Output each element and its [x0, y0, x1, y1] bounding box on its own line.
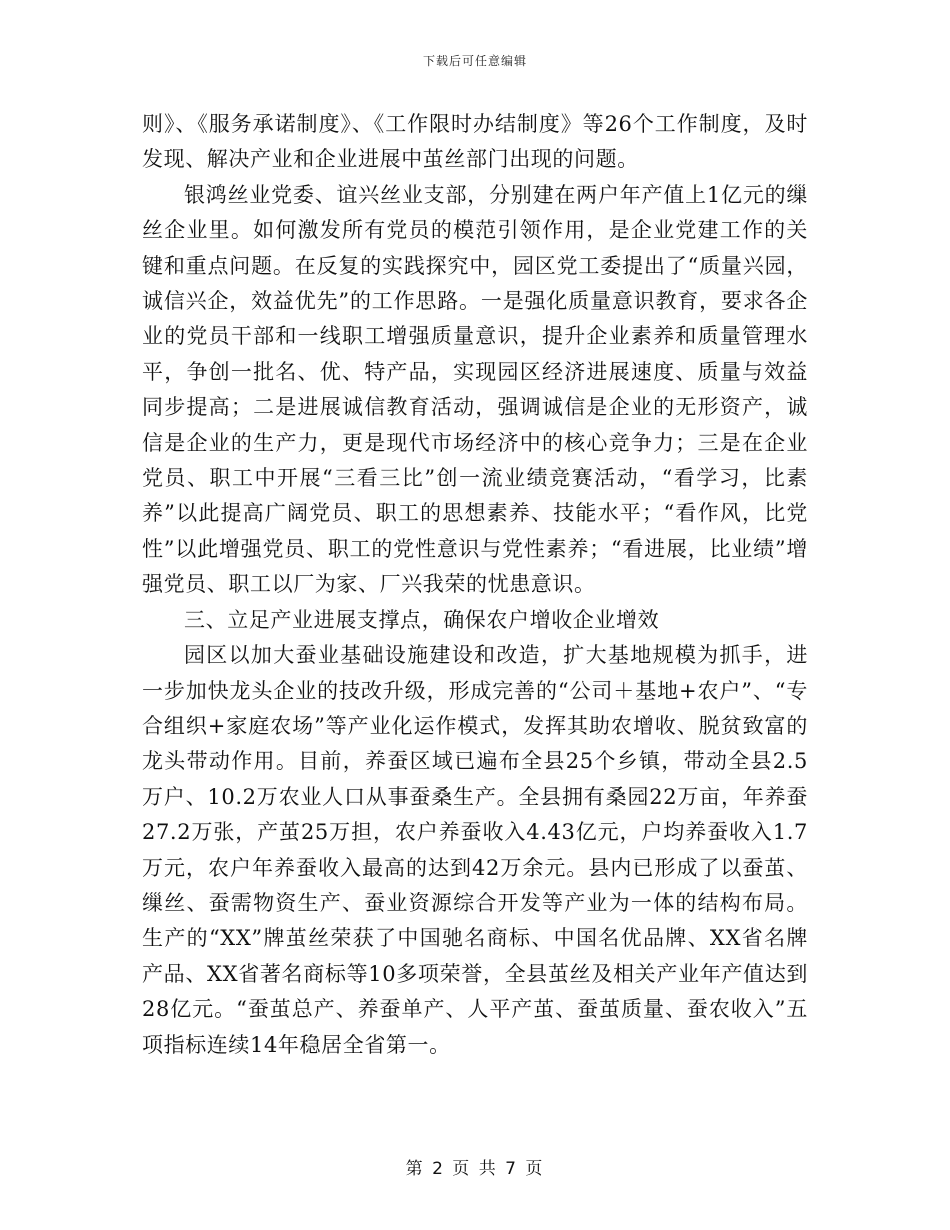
document-body: [142, 107, 808, 1063]
paragraph-continuation: 则》、《服务承诺制度》、《工作限时办结制度》等26个工作制度，及时发现、解决产业和企业进展中茧丝部门出现的问题。: [142, 112, 808, 172]
paragraph-industry-development: 园区以加大蚕业基础设施建设和改造，扩大基地规模为抓手，进一步加快龙头企业的技改升级，形成完善的“公司＋基地+农户”、“专合组织+家庭农场”等产业化运作模式，发挥其助农增收、脱贫致富的龙头带动作用。目前，养蚕区域已遍布全县25个乡镇，带动全县2.5万户、10.2万农业人口从事蚕桑生产。全县拥有桑园22万亩，年养蚕27.2万张，产茧25万担，农户养蚕收入4.43亿元，户均养蚕收入1.7万元，农户年养蚕收入最高的达到42万余元。县内已形成了以蚕茧、缫丝、蚕需物资生产、蚕业资源综合开发等产业为一体的结构布局。生产的“XX”牌茧丝荣获了中国驰名商标、中国名优品牌、XX省名牌产品、XX省著名商标等10多项荣誉，全县茧丝及相关产业年产值达到28亿元。“蚕茧总产、养蚕单产、人平产茧、蚕茧质量、蚕农收入”五项指标连续14年稳居全省第一。: [142, 643, 808, 1057]
section-heading: 三、立足产业进展支撑点，确保农户增收企业增效: [184, 607, 660, 632]
page-header: 下载后可任意编辑: [422, 54, 527, 68]
page-footer: 第 2 页 共 7 页: [405, 1159, 545, 1179]
paragraph-party-building: 银鸿丝业党委、谊兴丝业支部，分别建在两户年产值上1亿元的缫丝企业里。如何激发所有党员的模范引领作用，是企业党建工作的关键和重点问题。在反复的实践探究中，园区党工委提出了“质量兴园，诚信兴企，效益优先”的工作思路。一是强化质量意识教育，要求各企业的党员干部和一线职工增强质量意识，提升企业素养和质量管理水平，争创一批名、优、特产品，实现园区经济进展速度、质量与效益同步提高；二是进展诚信教育活动，强调诚信是企业的无形资产，诚信是企业的生产力，更是现代市场经济中的核心竞争力；三是在企业党员、职工中开展“三看三比”创一流业绩竞赛活动，“看学习，比素养”以此提高广阔党员、职工的思想素养、技能水平；“看作风，比党性”以此增强党员、职工的党性意识与党性素养；“看进展，比业绩”增强党员、职工以厂为家、厂兴我荣的忧患意识。: [142, 182, 808, 597]
